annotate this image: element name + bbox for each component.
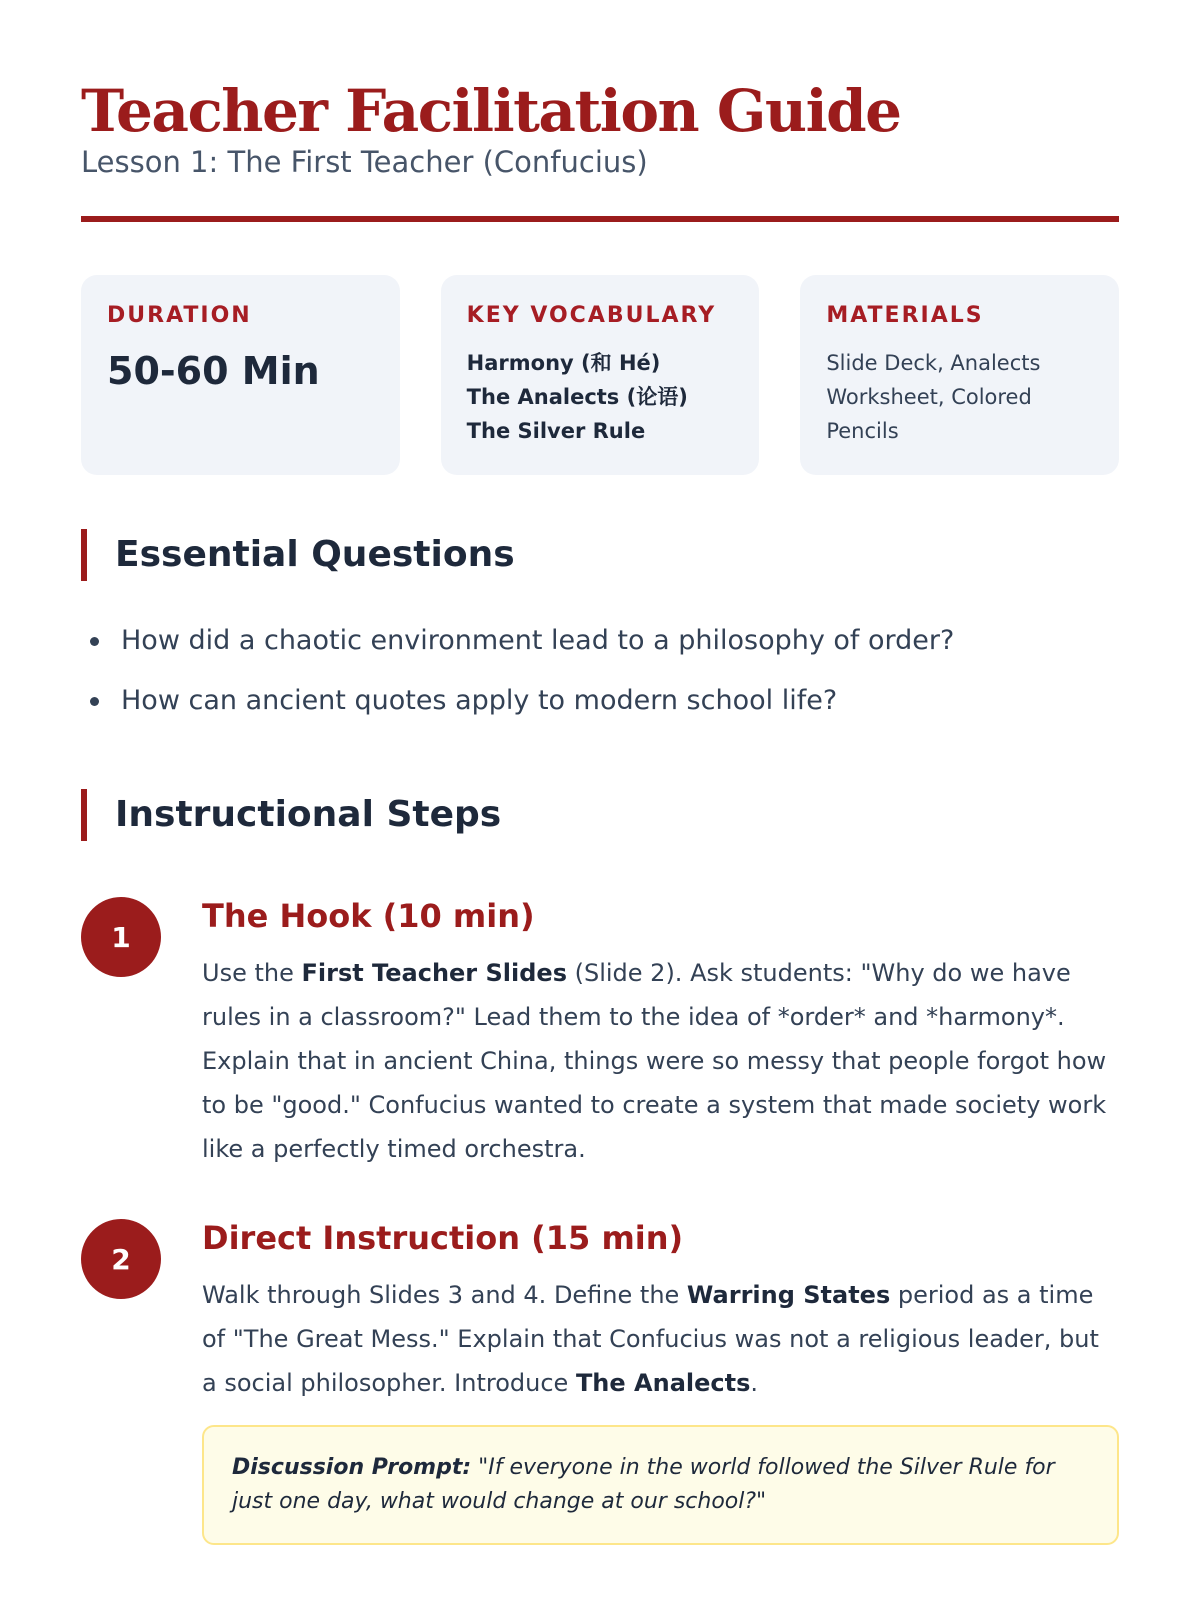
essential-questions-heading: Essential Questions: [81, 529, 1119, 581]
step-title: Direct Instruction (15 min): [202, 1219, 684, 1257]
question-text: How did a chaotic environment lead to a philosophy of order?: [121, 625, 955, 656]
vocabulary-label: KEY VOCABULARY: [466, 303, 717, 328]
materials-label: MATERIALS: [826, 303, 984, 328]
instructional-steps-heading: Instructional Steps: [81, 789, 1119, 841]
step-description: [202, 1273, 1119, 1405]
bullet-icon: [90, 637, 99, 646]
duration-card: [81, 275, 400, 475]
step-text: .: [750, 1369, 759, 1397]
step-title: The Hook (10 min): [202, 897, 535, 935]
vocabulary-item: Harmony (和 Hé): [466, 351, 661, 375]
vocabulary-item: The Analects (论语): [466, 385, 688, 409]
step-text: Use the: [202, 959, 302, 987]
step-emphasis: The Analects: [575, 1369, 751, 1397]
step-text: period as a time of "The Great Mess." Explain that Confucius was not a religious leader, but a social philosopher. Introduce: [202, 1281, 1099, 1397]
prompt-text: "If everyone in the world followed the Silver Rule for just one day, what would change at our school?": [232, 1455, 1055, 1514]
step-emphasis: First Teacher Slides: [301, 959, 567, 987]
vocabulary-item: The Silver Rule: [466, 419, 646, 443]
essential-questions-list: [81, 611, 1119, 731]
step-number-badge: 1: [81, 897, 161, 977]
discussion-prompt-box: [202, 1425, 1119, 1545]
step-number-badge: 2: [81, 1219, 161, 1299]
bullet-icon: [90, 697, 99, 706]
step-hook: [81, 893, 1119, 1171]
page-title: Teacher Facilitation Guide: [81, 77, 901, 145]
lesson-subtitle: Lesson 1: The First Teacher (Confucius): [81, 145, 648, 179]
question-item: [81, 611, 1119, 671]
prompt-label: Discussion Prompt:: [232, 1455, 472, 1480]
info-cards: [81, 275, 1119, 475]
header-divider: [81, 216, 1119, 222]
materials-card: [800, 275, 1119, 475]
materials-value: Slide Deck, Analects Worksheet, Colored Pencils: [826, 351, 1041, 443]
question-text: How can ancient quotes apply to modern school life?: [121, 685, 838, 716]
step-direct-instruction: [81, 1215, 1119, 1545]
step-text: Walk through Slides 3 and 4. Define the: [202, 1281, 687, 1309]
step-emphasis: Warring States: [686, 1281, 891, 1309]
duration-value: 50-60 Min: [107, 349, 320, 393]
question-item: [81, 671, 1119, 731]
step-text: (Slide 2). Ask students: "Why do we have rules in a classroom?" Lead them to the idea of *order* and *harmony*. Explain that in ancient China, things were so messy that people forgot how to be "good." Confucius wanted to create a system that made society work like a perfectly timed orchestra.: [202, 959, 1107, 1163]
vocabulary-list: [467, 346, 734, 448]
vocabulary-card: [441, 275, 760, 475]
step-description: [202, 951, 1119, 1171]
duration-label: DURATION: [107, 303, 252, 328]
